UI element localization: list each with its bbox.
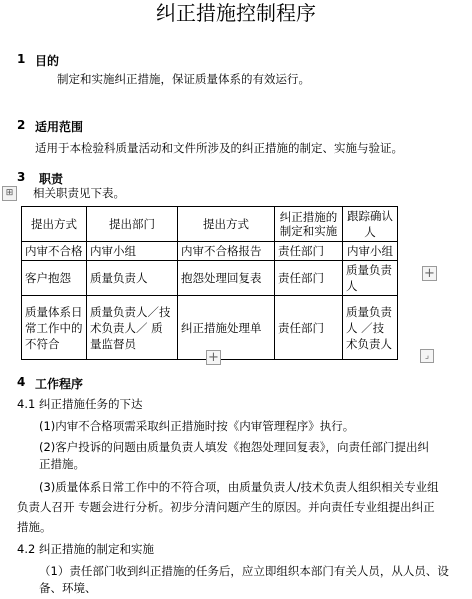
table-cell[interactable]: 内审小组: [87, 242, 178, 261]
table-cell[interactable]: 质量负责人／技术负责人／ 质量监督员: [87, 296, 178, 360]
procedure-item: (2)客户投诉的问题由质量负责人填发《抱怨处理回复表》，向责任部门提出纠正措施。: [39, 440, 430, 471]
header-cell[interactable]: 提出方式: [22, 207, 87, 242]
table-header-row: [22, 207, 398, 242]
document-title: 纠正措施控制程序: [156, 1, 316, 25]
section-1-number: 1: [17, 52, 26, 66]
section-1-text: 制定和实施纠正措施，保证质量体系的有效运行。: [57, 72, 310, 86]
table-cell[interactable]: 质量负责人: [343, 261, 398, 296]
table-resize-icon[interactable]: ⌟: [420, 349, 434, 363]
table-cell[interactable]: 质量体系日常工作中的 不符合: [22, 296, 87, 360]
section-1-title: 目的: [35, 54, 60, 68]
table-cell[interactable]: 内审不合格报告: [178, 242, 275, 261]
table-cell[interactable]: 责任部门: [275, 296, 343, 360]
table-cell[interactable]: 抱怨处理回复表: [178, 261, 275, 296]
subsection-4-2-title: 4.2 纠正措施的制定和实施: [17, 542, 154, 556]
section-2-title: 适用范围: [35, 120, 84, 134]
subsection-4-1-title: 4.1 纠正措施任务的下达: [17, 397, 143, 411]
section-3-number: 3: [17, 170, 26, 184]
section-3-title: 职责: [39, 172, 64, 186]
section-3-text: 相关职责见下表。: [33, 186, 125, 200]
header-cell[interactable]: 提出方式: [178, 207, 275, 242]
header-cell[interactable]: 提出部门: [87, 207, 178, 242]
table-cell[interactable]: 质量负责人 ／技术负责人: [343, 296, 398, 360]
table-cell[interactable]: 纠正措施处理单: [178, 296, 275, 360]
table-cell[interactable]: 责任部门: [275, 242, 343, 261]
responsibility-table[interactable]: [21, 206, 398, 360]
add-row-button[interactable]: +: [206, 350, 221, 365]
table-row: [22, 242, 398, 261]
header-cell[interactable]: 纠正措施的制定和实施: [275, 207, 343, 242]
procedure-item: (3)质量体系日常工作中的不符合项，由质量负责人/技术负责人组织相关专业组负责人召开 专题会进行分析。初步分清问题产生的原因。并向责任专业组提出纠正措施。: [17, 480, 439, 534]
section-4-number: 4: [17, 375, 26, 389]
header-cell[interactable]: 跟踪确认人: [343, 207, 398, 242]
add-column-button[interactable]: +: [422, 266, 437, 281]
section-4-title: 工作程序: [35, 377, 84, 391]
table-row: [22, 261, 398, 296]
table-cell[interactable]: 责任部门: [275, 261, 343, 296]
procedure-item: (1)内审不合格项需采取纠正措施时按《内审管理程序》执行。: [39, 419, 355, 433]
table-cell[interactable]: 客户抱怨: [22, 261, 87, 296]
table-cell[interactable]: 内审小组: [343, 242, 398, 261]
procedure-item: （1）责任部门收到纠正措施的任务后，应立即组织本部门有关人员，从人员、设备、环境、: [39, 564, 449, 595]
section-2-number: 2: [17, 118, 26, 132]
table-cell[interactable]: 内审不合格: [22, 242, 87, 261]
table-move-handle-icon[interactable]: ⊞: [2, 186, 17, 201]
section-2-text: 适用于本检验科质量活动和文件所涉及的纠正措施的制定、实施与验证。: [35, 141, 403, 155]
table-cell[interactable]: 质量负责人: [87, 261, 178, 296]
